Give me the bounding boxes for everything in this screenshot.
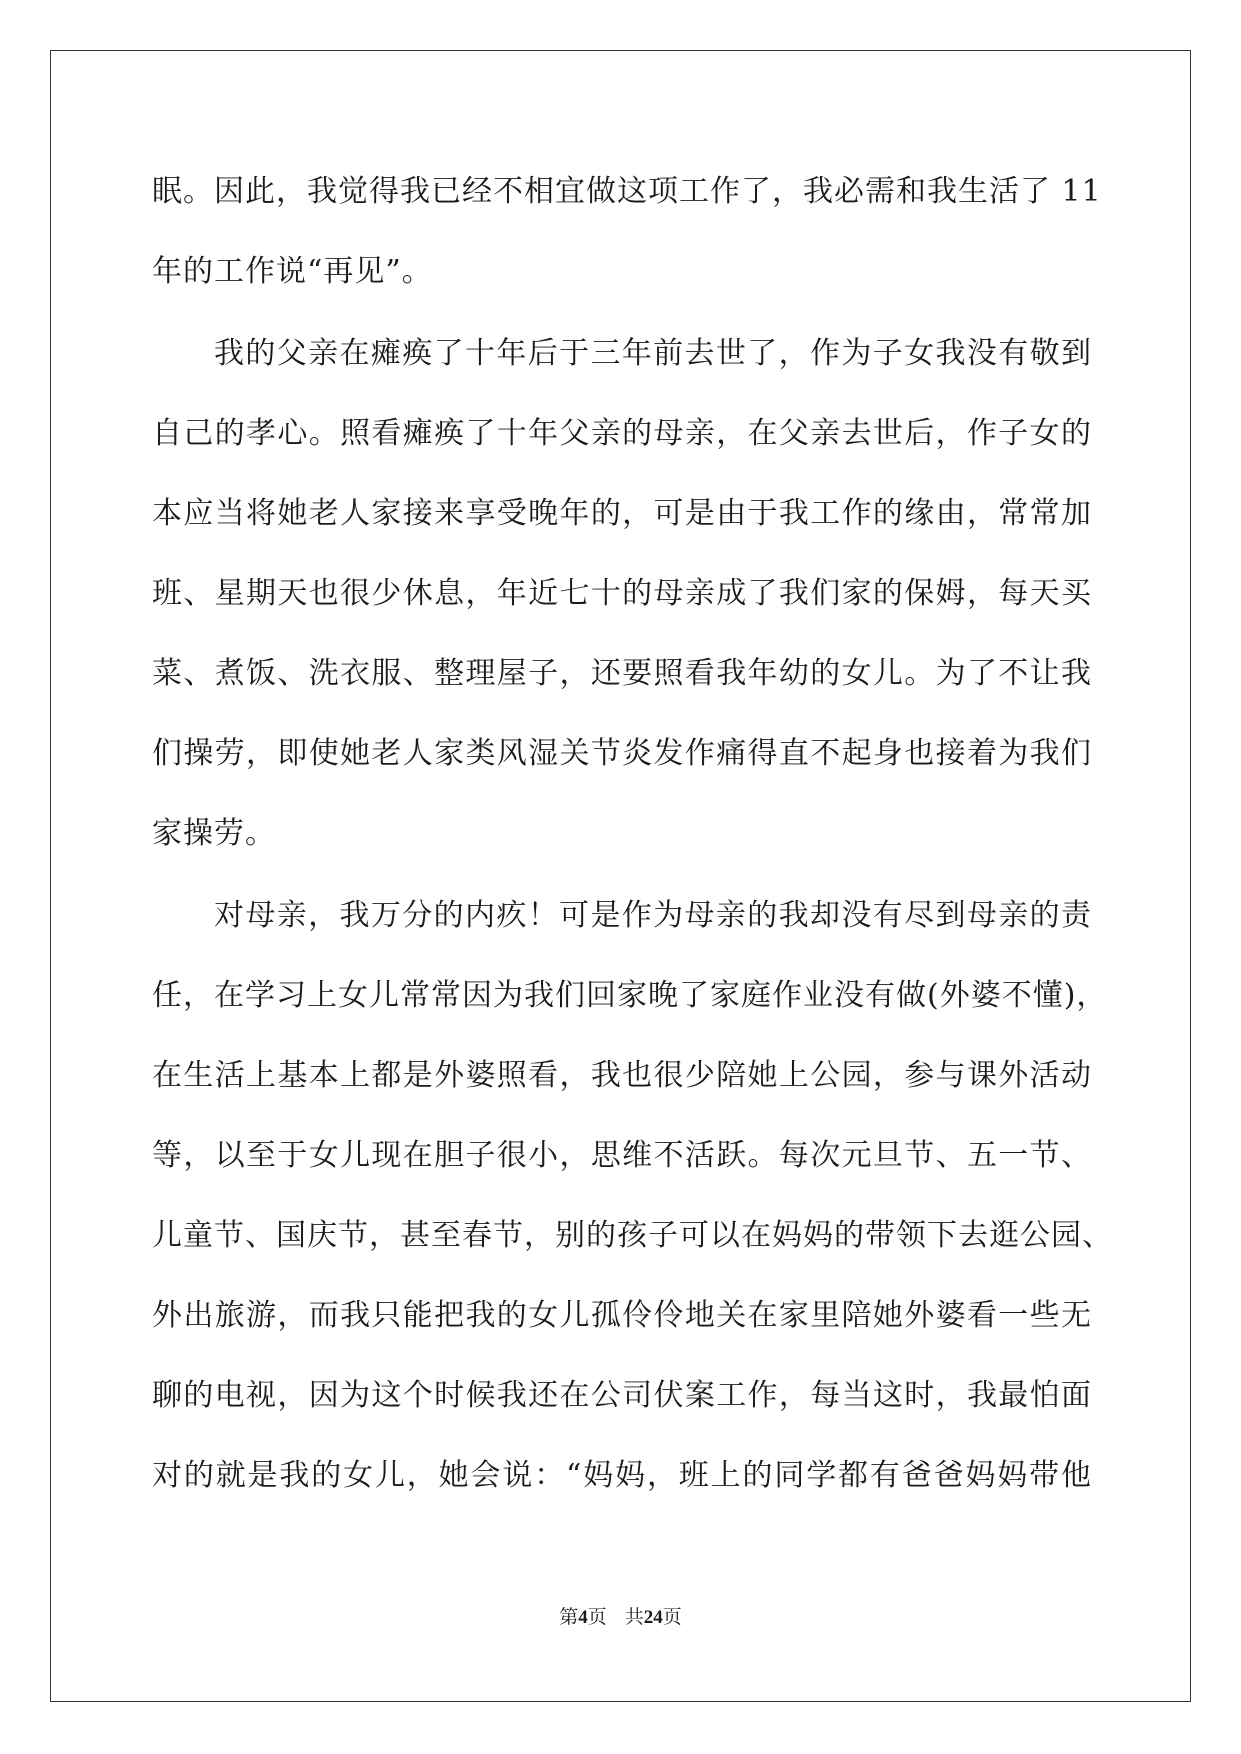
text-line-7: 菜、煮饭、洗衣服、整理屋子，还要照看我年幼的女儿。为了不让我 (152, 656, 1092, 691)
text-line-2: 年的工作说“再见”。 (152, 254, 433, 289)
paragraph-2-line-1: 我的父亲在瘫痪了十年后于三年前去世了，作为子女我没有敬到 (214, 336, 1092, 371)
text-line-8: 们操劳，即使她老人家类风湿关节炎发作痛得直不起身也接着为我们 (152, 736, 1092, 771)
total-suffix: 页 (662, 1607, 682, 1628)
page-border (50, 50, 1191, 1702)
page-prefix: 第 (559, 1607, 579, 1628)
text-line-1: 眠。因此，我觉得我已经不相宜做这项工作了，我必需和我生活了 11 (152, 174, 1102, 209)
text-line-14: 儿童节、国庆节，甚至春节，别的孩子可以在妈妈的带领下去逛公园、 (152, 1218, 1113, 1253)
paragraph-3-line-1: 对母亲，我万分的内疚！可是作为母亲的我却没有尽到母亲的责 (214, 898, 1092, 933)
total-pages: 24 (643, 1607, 663, 1628)
text-line-6: 班、星期天也很少休息，年近七十的母亲成了我们家的保姆，每天买 (152, 576, 1092, 611)
text-line-9: 家操劳。 (152, 816, 276, 851)
page-footer (0, 1606, 1241, 1630)
text-line-4: 自己的孝心。照看瘫痪了十年父亲的母亲，在父亲去世后，作子女的 (152, 416, 1092, 451)
text-line-5: 本应当将她老人家接来享受晚年的，可是由于我工作的缘由，常常加 (152, 496, 1092, 531)
text-line-16: 聊的电视，因为这个时候我还在公司伏案工作，每当这时，我最怕面 (152, 1378, 1092, 1413)
text-line-11: 任，在学习上女儿常常因为我们回家晚了家庭作业没有做(外婆不懂)， (152, 978, 1108, 1013)
text-line-15: 外出旅游，而我只能把我的女儿孤伶伶地关在家里陪她外婆看一些无 (152, 1298, 1092, 1333)
total-prefix: 共 (624, 1607, 644, 1628)
text-line-12: 在生活上基本上都是外婆照看，我也很少陪她上公园，参与课外活动 (152, 1058, 1092, 1093)
page-suffix: 页 (587, 1607, 607, 1628)
text-line-13: 等，以至于女儿现在胆子很小，思维不活跃。每次元旦节、五一节、 (152, 1138, 1092, 1173)
text-line-17: 对的就是我的女儿，她会说：“妈妈，班上的同学都有爸爸妈妈带他 (152, 1458, 1092, 1493)
page-number: 4 (578, 1607, 588, 1628)
